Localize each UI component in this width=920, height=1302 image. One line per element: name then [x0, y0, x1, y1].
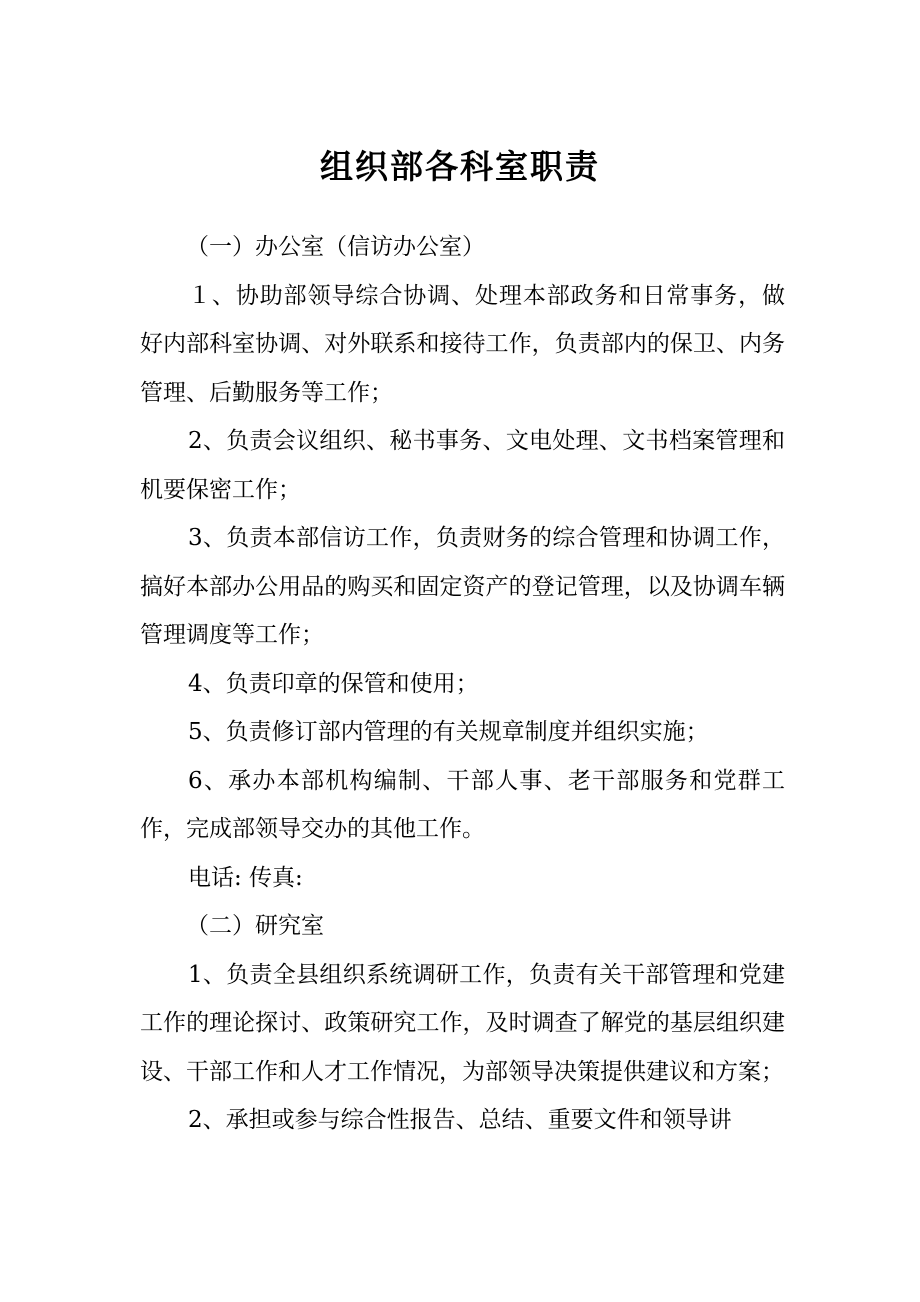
paragraph-contact-line: 电话: 传真:: [188, 864, 303, 891]
paragraph-office-item-1: １、协助部领导综合协调、处理本部政务和日常事务，做好内部科室协调、对外联系和接待工作，负责部内的保卫、内务管理、后勤服务等工作；: [140, 282, 785, 406]
section-heading-research: （二）研究室: [186, 913, 324, 939]
paragraph-office-item-6: 6、承办本部机构编制、干部人事、老干部服务和党群工作，完成部领导交办的其他工作。: [140, 767, 785, 842]
document-body: [140, 223, 785, 1145]
paragraph-office-item-4: 4、负责印章的保管和使用；: [188, 670, 479, 697]
section-heading-office: （一）办公室（信访办公室）: [186, 234, 485, 260]
paragraph-office-item-2: 2、负责会议组织、秘书事务、文电处理、文书档案管理和机要保密工作；: [140, 428, 785, 503]
paragraph-research-item-1: 1、负责全县组织系统调研工作，负责有关干部管理和党建工作的理论探讨、政策研究工作，及时调查了解党的基层组织建设、干部工作和人才工作情况，为部领导决策提供建议和方案；: [140, 961, 785, 1085]
paragraph-office-item-3: 3、负责本部信访工作，负责财务的综合管理和协调工作，搞好本部办公用品的购买和固定资产的登记管理，以及协调车辆管理调度等工作；: [140, 525, 785, 648]
paragraph-office-item-5: 5、负责修订部内管理的有关规章制度并组织实施；: [188, 719, 709, 745]
document-title: 组织部各科室职责: [320, 147, 600, 186]
paragraph-research-item-2: 2、承担或参与综合性报告、总结、重要文件和领导讲: [188, 1107, 732, 1133]
